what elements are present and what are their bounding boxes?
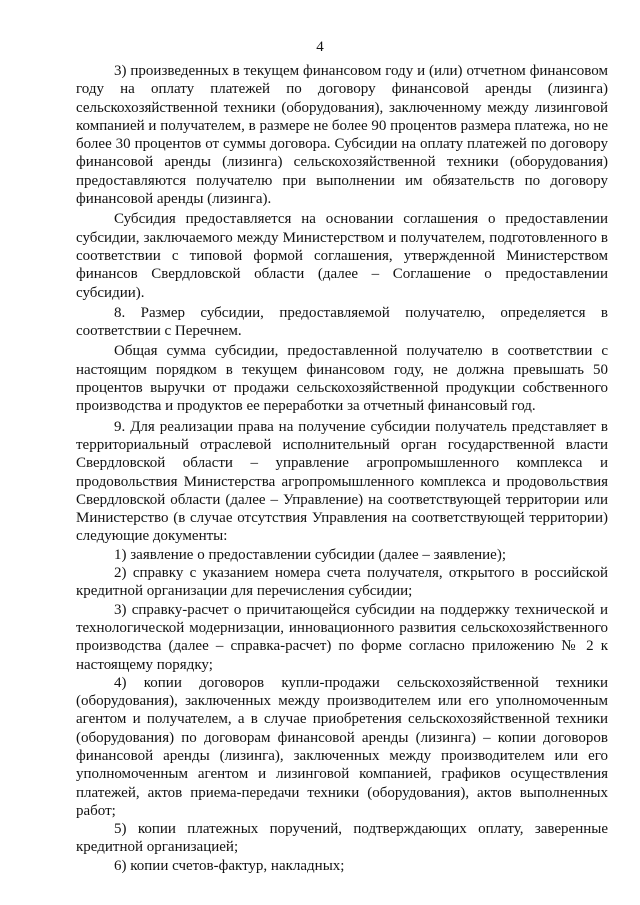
paragraph: 9. Для реализации права на получение субсидии получатель представляет в территориальный отраслевой исполнительный орган государственной власти Свердловской области – управление агропромышленного комплекса и продовольствия Министерства агропромышленного комплекса и продовольствия Свердловской области (далее – Управление) на соответствующей территории или Министерство (в случае отсутствия Управления на соответствующей территории) следующие документы: (76, 418, 608, 545)
document-body (76, 62, 608, 875)
list-item: 3) справку-расчет о причитающейся субсидии на поддержку технической и технологической модернизации, инновационного развития сельскохозяйственного производства (далее – справка-расчет) по форме согласно приложению № 2 к настоящему порядку; (76, 601, 608, 673)
list-item: 6) копии счетов-фактур, накладных; (114, 857, 345, 874)
page-number: 4 (316, 39, 324, 55)
paragraph: 8. Размер субсидии, предоставляемой получателю, определяется в соответствии с Перечнем. (76, 304, 608, 340)
paragraph: 3) произведенных в текущем финансовом году и (или) отчетном финансовом году на оплату платежей по договору финансовой аренды (лизинга) сельскохозяйственной техники (оборудования), заключенному между лизинговой компанией и получателем, в размере не более 90 процентов размера платежа, но не более 30 процентов от суммы договора. Субсидии на оплату платежей по договору финансовой аренды (лизинга) сельскохозяйственной техники (оборудования) предоставляются получателю при выполнении им обязательств по договору финансовой аренды (лизинга). (76, 63, 608, 208)
list-item: 1) заявление о предоставлении субсидии (далее – заявление); (114, 546, 506, 563)
list-item: 4) копии договоров купли-продажи сельскохозяйственной техники (оборудования), заключенных между производителем или его уполномоченным агентом и получателем, а в случае приобретения сельскохозяйственной техники (оборудования) по договорам финансовой аренды (лизинга) – копии договоров финансовой аренды (лизинга), заключенных между производителем или его уполномоченным агентом и лизинговой компанией, графиков осуществления платежей, актов приема-передачи техники (оборудования), актов выполненных работ; (76, 674, 608, 819)
paragraph: Субсидия предоставляется на основании соглашения о предоставлении субсидии, заключаемого между Министерством и получателем, подготовленного в соответствии с типовой формой соглашения, утвержденной Министерством финансов Свердловской области (далее – Соглашение о предоставлении субсидии). (76, 211, 608, 301)
paragraph: Общая сумма субсидии, предоставленной получателю в соответствии с настоящим порядком в текущем финансовом году, не должна превышать 50 процентов выручки от продажи сельскохозяйственной продукции собственного производства и продуктов ее переработки за отчетный финансовый год. (76, 343, 608, 415)
list-item: 2) справку с указанием номера счета получателя, открытого в российской кредитной организации для перечисления субсидии; (76, 565, 608, 600)
list-item: 5) копии платежных поручений, подтверждающих оплату, заверенные кредитной организацией; (76, 821, 608, 856)
